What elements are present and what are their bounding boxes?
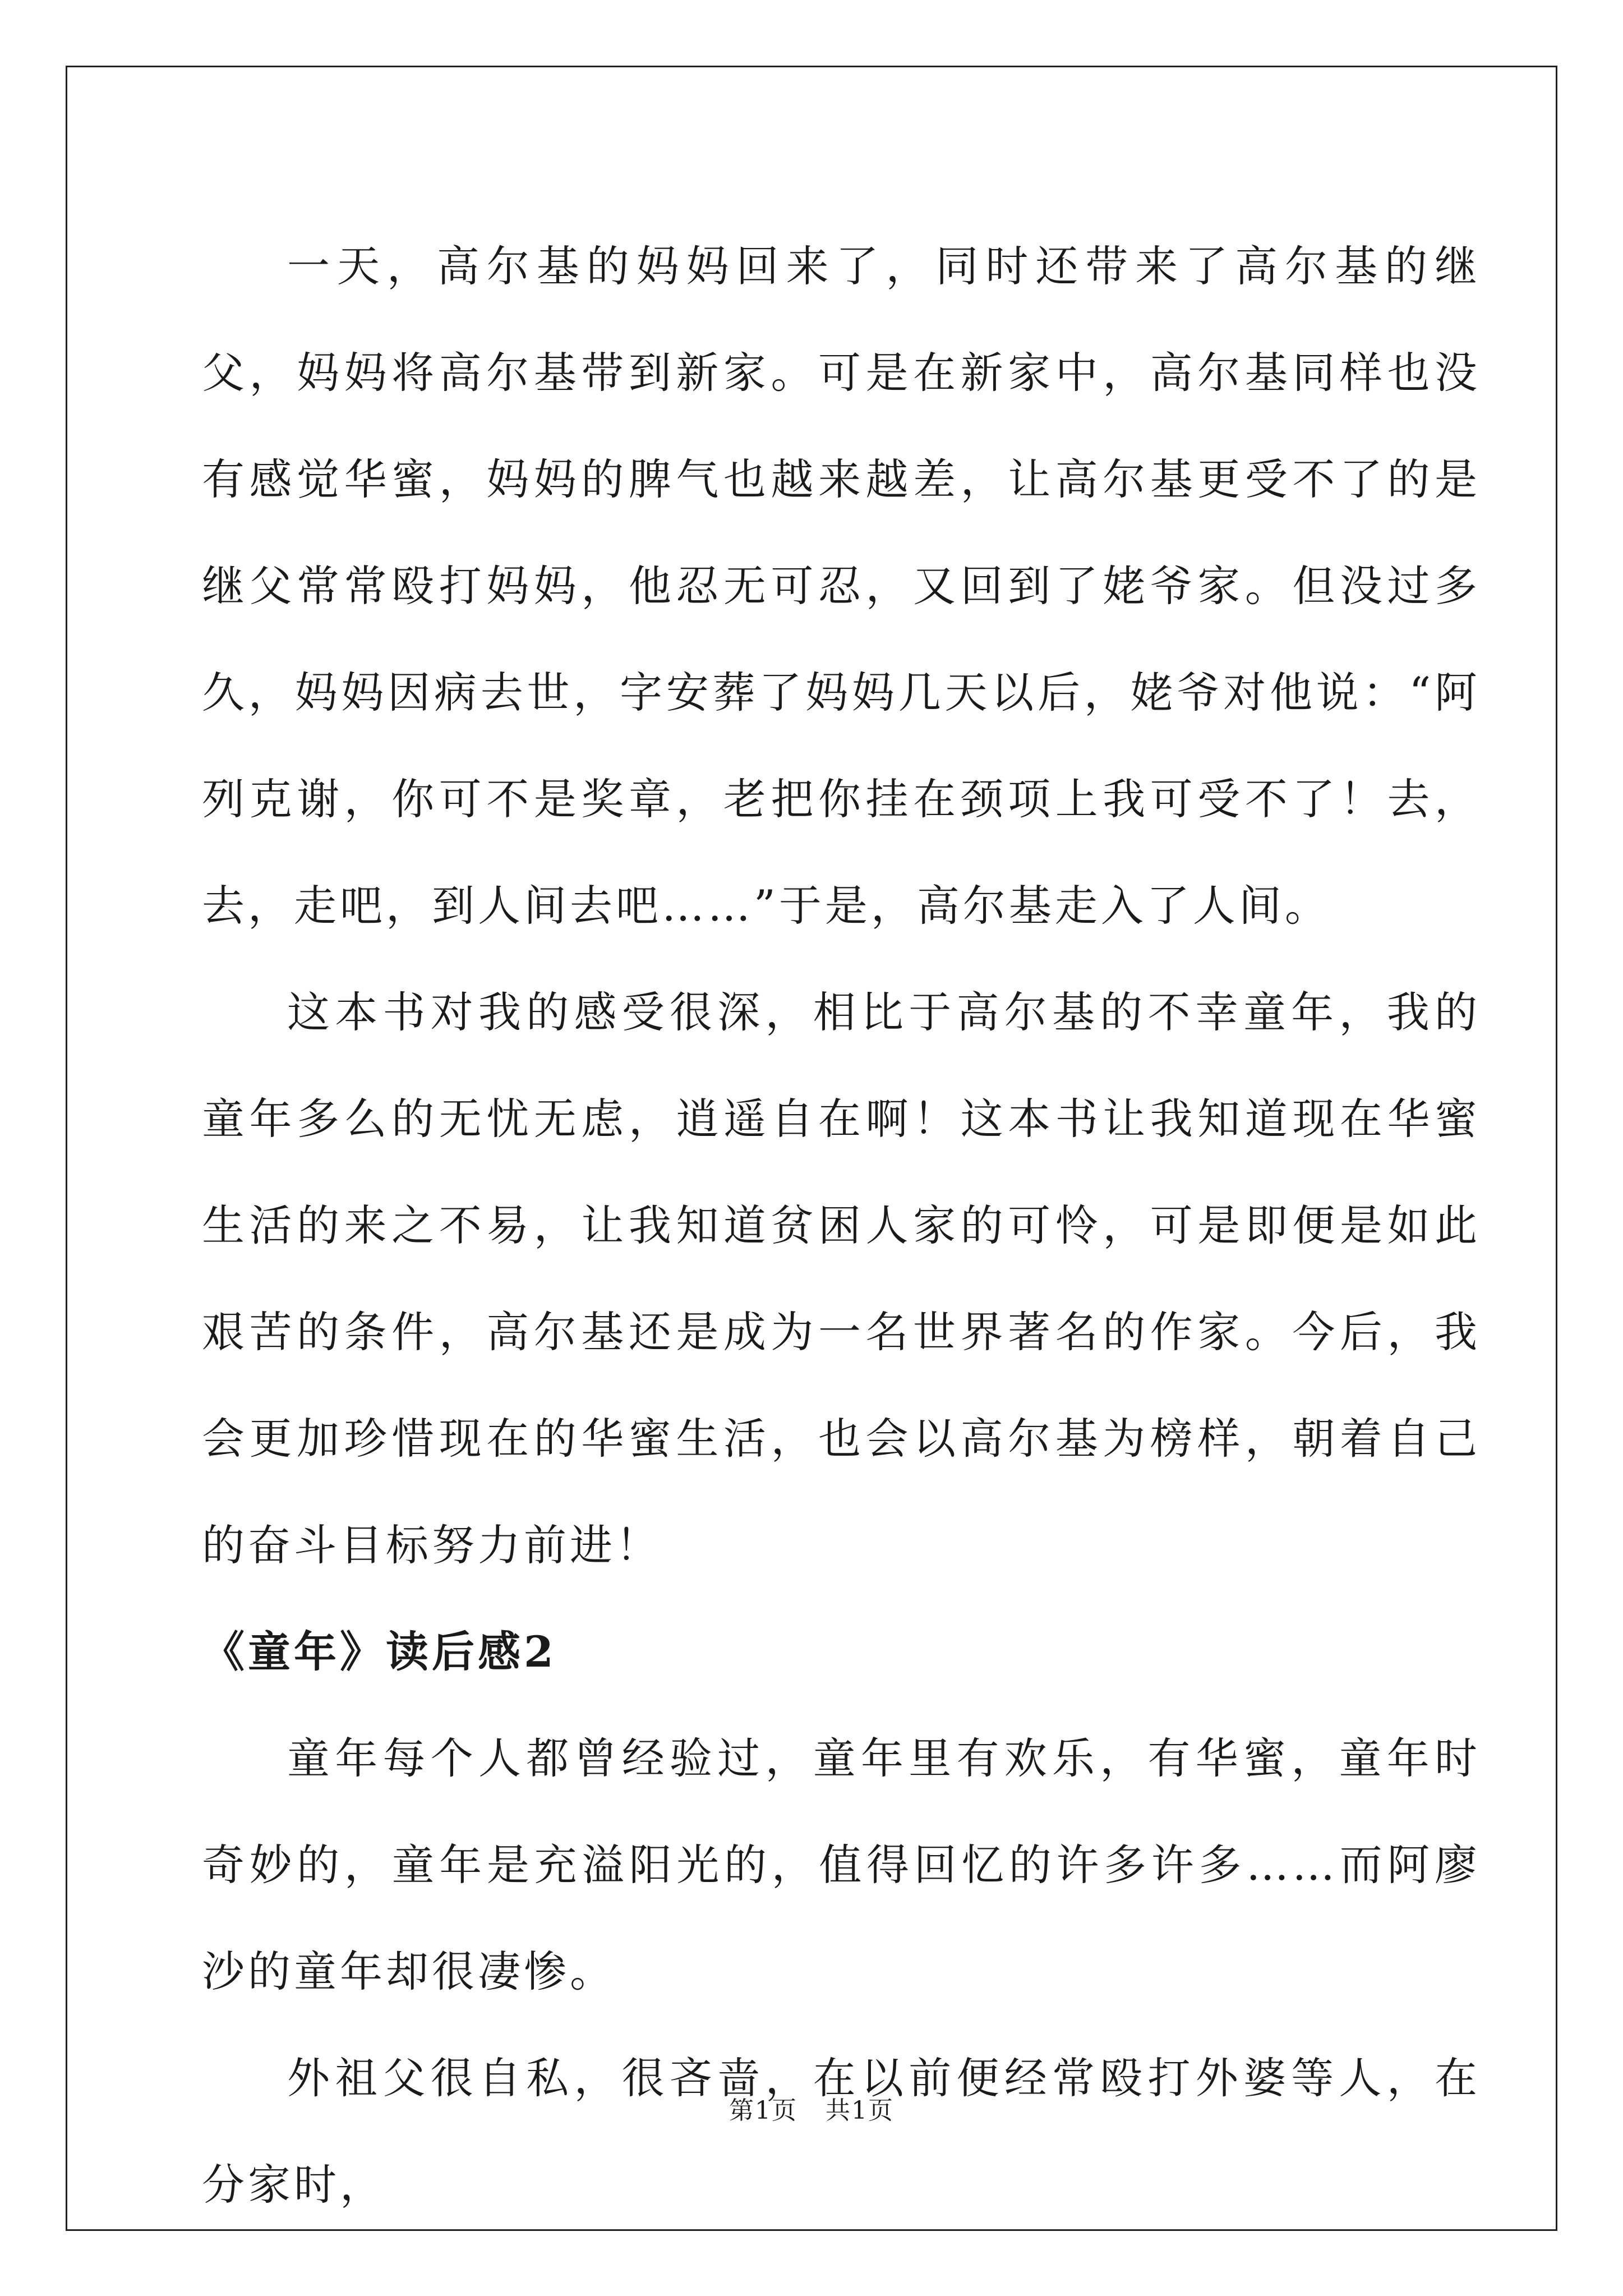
paragraph-1: 一天，高尔基的妈妈回来了，同时还带来了高尔基的继父，妈妈将高尔基带到新家。可是在新家中，高尔基同样也没有感觉华蜜，妈妈的脾气也越来越差，让高尔基更受不了的是继父常常殴打妈妈，他忍无可忍，又回到了姥爷家。但没过多久，妈妈因病去世，字安葬了妈妈几天以后，姥爷对他说：“阿列克谢，你可不是奖章，老把你挂在颈项上我可受不了！去，去，走吧，到人间去吧……”于是，高尔基走入了人间。: [202, 241, 1481, 931]
paragraph-2: 这本书对我的感受很深，相比于高尔基的不幸童年，我的童年多么的无忧无虑，逍遥自在啊！这本书让我知道现在华蜜生活的来之不易，让我知道贫困人家的可怜，可是即便是如此艰苦的条件，高尔基还是成为一名世界著名的作家。今后，我会更加珍惜现在的华蜜生活，也会以高尔基为榜样，朝着自己的奋斗目标努力前进！: [202, 987, 1481, 1570]
paragraph-3: 童年每个人都曾经验过，童年里有欢乐，有华蜜，童年时奇妙的，童年是充溢阳光的，值得回忆的许多许多……而阿廖沙的童年却很凄惨。: [202, 1733, 1481, 1996]
page-total: 共1页: [826, 2096, 894, 2125]
paragraph-4: 外祖父很自私，很吝啬，在以前便经常殴打外婆等人，在分家时，: [202, 2053, 1481, 2210]
page-footer: [0, 2094, 1623, 2128]
document-body: [202, 213, 1481, 2238]
section-heading: 《童年》读后感2: [202, 1627, 557, 1677]
page-number: 第1页: [729, 2096, 797, 2125]
